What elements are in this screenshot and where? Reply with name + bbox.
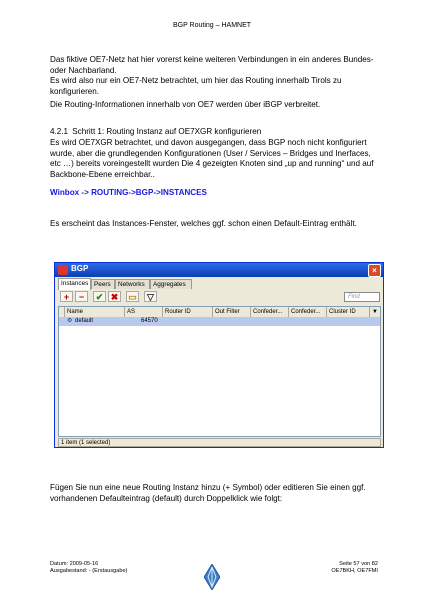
add-button[interactable]: + xyxy=(60,291,73,302)
footer-edition: Ausgabestand: - (Erstausgabe) xyxy=(50,568,128,574)
close-button[interactable]: × xyxy=(368,264,381,277)
footer-left xyxy=(50,561,127,575)
column-chooser-icon[interactable]: ▼ xyxy=(372,309,378,315)
section-number: 4.2.1 xyxy=(50,127,69,136)
section-title: Schritt 1: Routing Instanz auf OE7XGR konfigurieren xyxy=(72,127,262,136)
footer-authors: OE7BKH, OE7FMI xyxy=(331,568,378,574)
filter-button[interactable]: ▽ xyxy=(144,291,157,302)
footer-date: Datum: 2009-05-16 xyxy=(50,561,99,567)
paragraph: Es erscheint das Instances-Fenster, welches ggf. schon einen Default-Eintrag enthält. xyxy=(50,219,357,228)
column-header-out-filter[interactable]: Out Filter xyxy=(213,307,251,317)
paragraph: Die Routing-Informationen innerhalb von OE7 werden über iBGP verbreitet. xyxy=(50,100,321,109)
page-header: BGP Routing – HAMNET xyxy=(172,22,252,29)
cell-as: 64570 xyxy=(141,318,158,324)
find-input[interactable]: Find xyxy=(344,292,380,302)
window-titlebar[interactable] xyxy=(55,263,383,277)
column-header-confederation[interactable]: Confeder... xyxy=(251,307,289,317)
footer-page: Seite 57 von 82 xyxy=(339,561,378,567)
cell-name: default xyxy=(75,318,94,324)
app-icon xyxy=(58,265,68,275)
paragraph: Es wird OE7XGR betrachtet, und davon ausgegangen, dass BGP noch nicht konfiguriert wurde, aber die grundlegenden Konfigurationen (User / Services – Bridges und Inerfaces, etc …) bereits voreingestellt wurden Die 4 gezeigten Knoten sind „up and running“ und auf Backbone-Ebene erreichbar.. xyxy=(50,138,374,179)
tab-instances[interactable]: Instances xyxy=(58,278,91,290)
club-logo-icon xyxy=(204,564,220,590)
tab-aggregates[interactable]: Aggregates xyxy=(150,279,192,289)
tab-peers[interactable]: Peers xyxy=(91,279,115,289)
paragraph: Es wird also nur ein OE7-Netz betrachtet, um hier das Routing innerhalb Tirols zu konfigurieren. xyxy=(50,76,342,96)
paragraph: Das fiktive OE7-Netz hat hier vorerst keine weiteren Verbindungen in ein anderes Bundes- oder Nachbarland. xyxy=(50,55,374,75)
comment-button[interactable]: ▭ xyxy=(126,291,139,302)
bgp-window xyxy=(54,262,384,448)
section-heading xyxy=(50,127,261,136)
disable-button[interactable]: ✖ xyxy=(108,291,121,302)
winbox-path: Winbox -> ROUTING->BGP->INSTANCES xyxy=(50,188,207,197)
instances-table xyxy=(58,306,381,437)
column-header-router-id[interactable]: Router ID xyxy=(163,307,213,317)
status-bar: 1 item (1 selected) xyxy=(58,438,381,447)
enable-button[interactable]: ✔ xyxy=(93,291,106,302)
instance-icon: ⚙ xyxy=(67,318,73,324)
paragraph: Fügen Sie nun eine neue Routing Instanz hinzu (+ Symbol) oder editieren Sie einen ggf. vorhandenen Defaulteintrag (default) durch Doppelklick wie folgt: xyxy=(50,483,366,503)
column-header-cluster-id[interactable]: Cluster ID xyxy=(327,307,370,317)
column-header-confederation-peers[interactable]: Confeder... xyxy=(289,307,327,317)
column-header-name[interactable]: Name xyxy=(65,307,125,317)
footer-right xyxy=(318,561,378,575)
column-header-as[interactable]: AS xyxy=(125,307,163,317)
tab-networks[interactable]: Networks xyxy=(115,279,150,289)
table-row[interactable] xyxy=(59,317,380,326)
window-title: BGP xyxy=(71,264,89,273)
remove-button[interactable]: − xyxy=(75,291,88,302)
